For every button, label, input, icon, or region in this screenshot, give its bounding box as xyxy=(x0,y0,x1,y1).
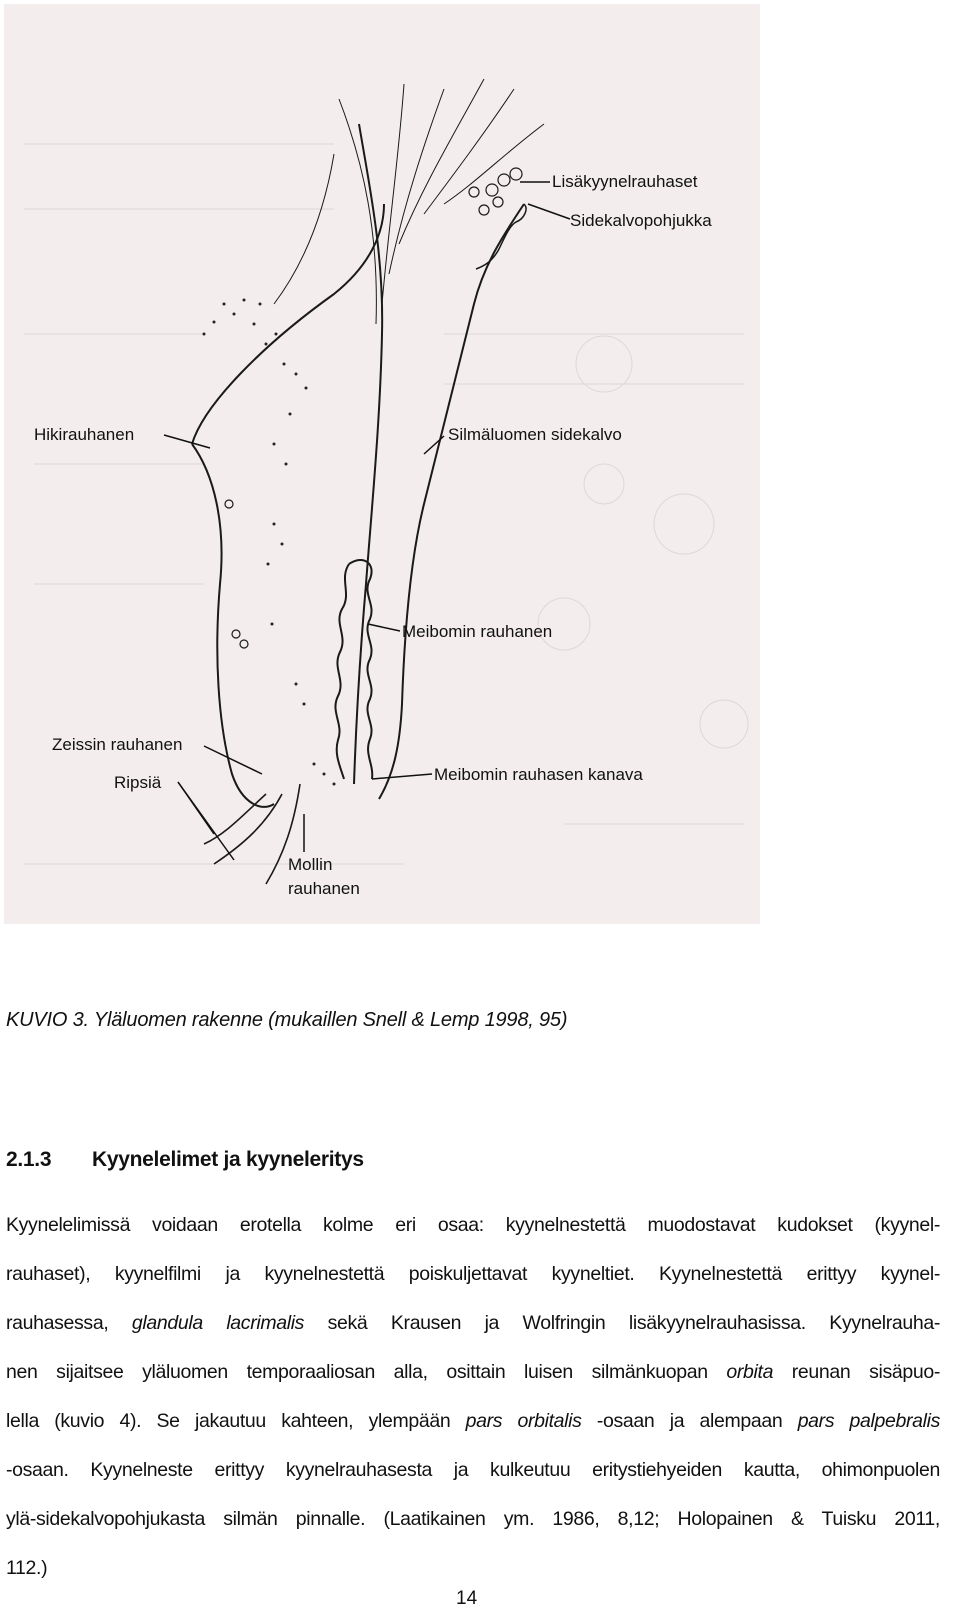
label-meibomin-rauhasen-kanava: Meibomin rauhasen kanava xyxy=(434,765,643,784)
section-title: Kyynelelimet ja kyyneleritys xyxy=(92,1148,364,1171)
italic-term: pars orbitalis xyxy=(465,1410,582,1432)
label-zeissin-rauhanen: Zeissin rauhanen xyxy=(52,735,183,754)
page-number: 14 xyxy=(456,1588,478,1609)
text-run: -osaan ja alempaan xyxy=(581,1410,798,1432)
label-silmaluomen-sidekalvo: Silmäluomen sidekalvo xyxy=(448,425,622,444)
text-run: sekä Krausen ja Wolfringin lisäkyynelrauhasissa. Kyynelrauha- xyxy=(304,1312,940,1334)
section-number: 2.1.3 xyxy=(6,1148,52,1171)
section-heading xyxy=(6,1148,364,1172)
text-run: rauhasessa, xyxy=(6,1312,132,1334)
label-lisakyynelrauhaset: Lisäkyynelrauhaset xyxy=(552,172,698,191)
label-mollin: Mollin xyxy=(288,855,333,874)
paragraph-line: Kyynelelimissä voidaan erotella kolme eri osaa: kyynelnestettä muodostavat kudokset (kyynel- xyxy=(6,1214,940,1236)
label-meibomin-rauhanen: Meibomin rauhanen xyxy=(402,622,553,641)
italic-term: orbita xyxy=(726,1361,774,1383)
text-run: reunan sisäpuo- xyxy=(773,1361,940,1383)
paragraph-line: 112.) xyxy=(6,1557,48,1579)
paragraph-line xyxy=(6,1397,940,1446)
text-run: nen sijaitsee yläluomen temporaaliosan alla, osittain luisen silmänkuopan xyxy=(6,1361,727,1383)
figure-caption: KUVIO 3. Yläluomen rakenne (mukaillen Snell & Lemp 1998, 95) xyxy=(6,1009,568,1031)
paragraph-line xyxy=(6,1299,940,1348)
label-hikirauhanen: Hikirauhanen xyxy=(34,425,135,444)
italic-term: pars palpebralis xyxy=(797,1410,941,1432)
paragraph-line: -osaan. Kyynelneste erittyy kyynelrauhasesta ja kulkeutuu eritystiehyeiden kautta, ohimonpuolen xyxy=(6,1459,940,1481)
label-rauhanen: rauhanen xyxy=(288,879,360,898)
label-sidekalvopohjukka: Sidekalvopohjukka xyxy=(570,211,712,230)
label-ripsia: Ripsiä xyxy=(114,773,162,792)
paragraph-line xyxy=(6,1348,940,1397)
text-run: lella (kuvio 4). Se jakautuu kahteen, ylempään xyxy=(6,1410,466,1432)
paragraph-line: rauhaset), kyynelfilmi ja kyynelnestettä poiskuljettavat kyyneltiet. Kyynelnestettä erittyy kyynel- xyxy=(6,1263,940,1285)
paragraph-line: ylä-sidekalvopohjukasta silmän pinnalle. (Laatikainen ym. 1986, 8,12; Holopainen & Tuisku 2011, xyxy=(6,1508,940,1530)
eyelid-anatomy-figure xyxy=(4,4,760,924)
body-paragraph xyxy=(6,1201,940,1593)
italic-term: glandula lacrimalis xyxy=(131,1312,305,1334)
